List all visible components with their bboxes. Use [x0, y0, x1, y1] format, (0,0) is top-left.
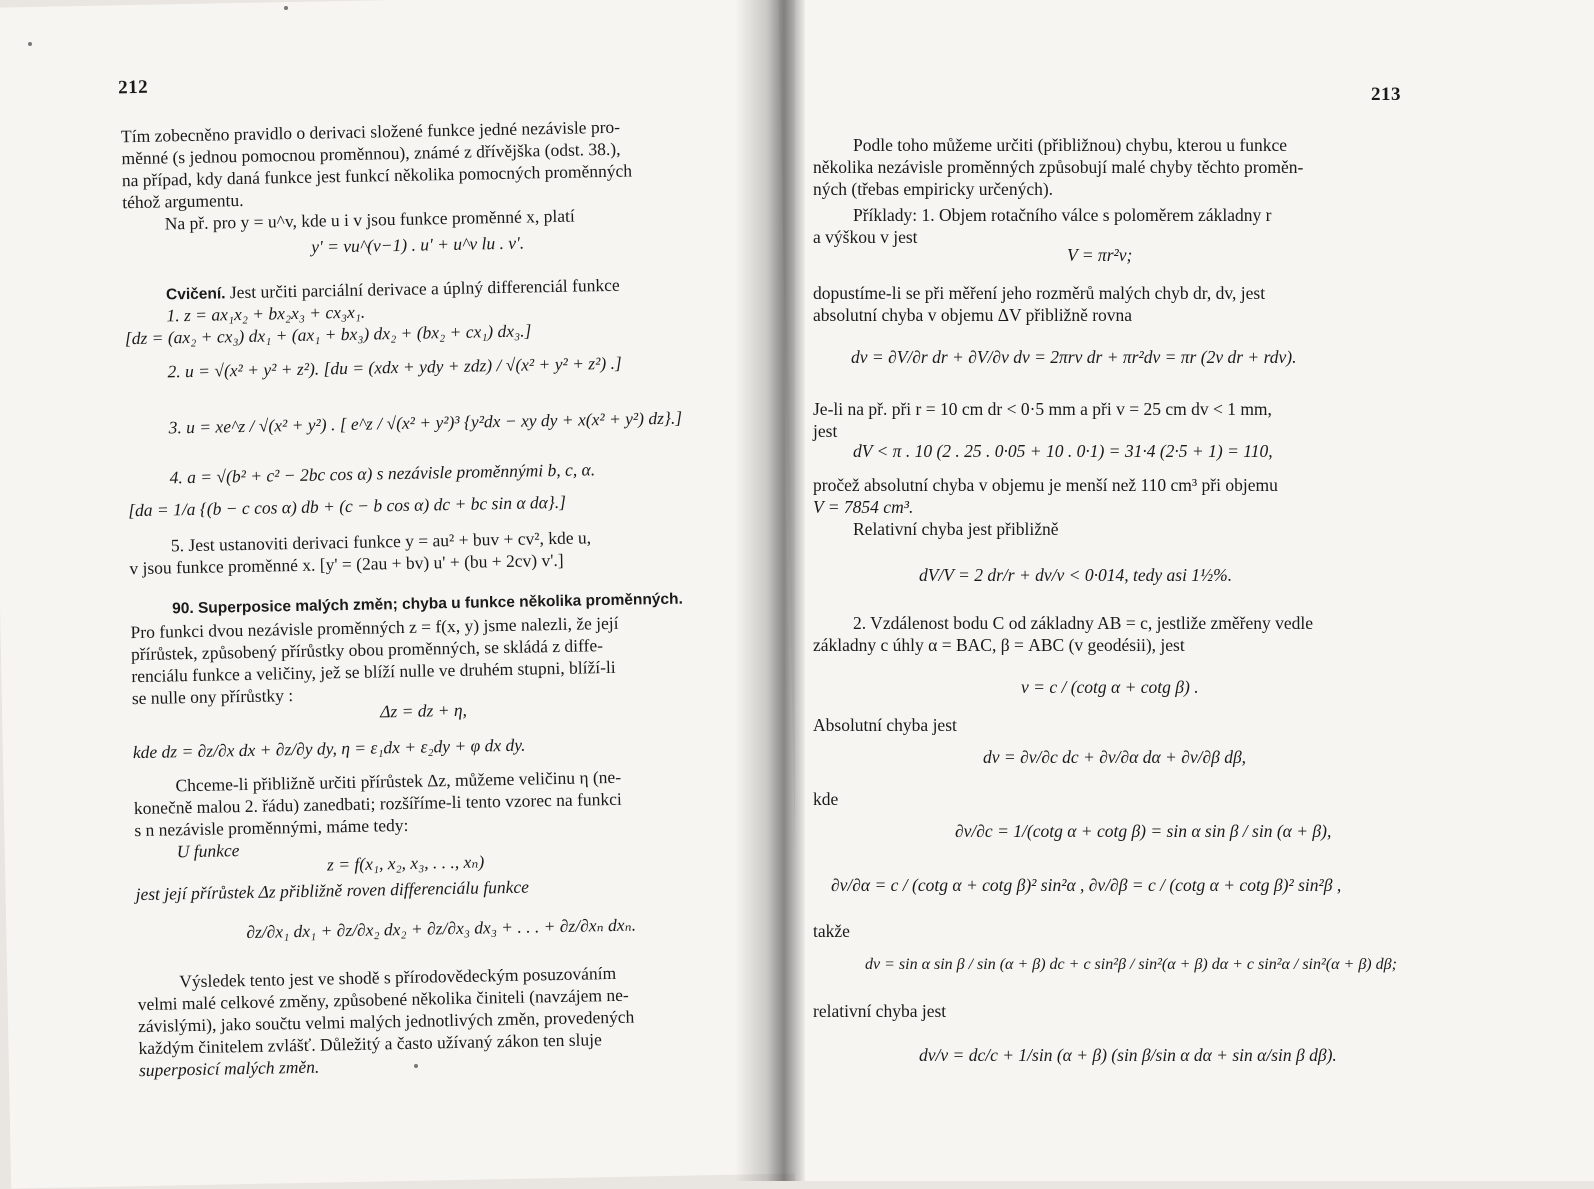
formula: dv = sin α sin β / sin (α + β) dc + c sin²β / sin²(α + β) dα + c sin²α / sin²(α + β) dβ;	[865, 956, 1397, 973]
formula: Δz = dz + η,	[379, 699, 468, 722]
text-line: absolutní chyba v objemu ΔV přibližně rovna	[813, 305, 1133, 325]
text-line: Příklady: 1. Objem rotačního válce s poloměrem základny r	[853, 205, 1272, 225]
exercise: 1. z = ax₁x₂ + bx₂x₃ + cx₃x₁.	[166, 301, 366, 326]
formula: dV < π . 10 (2 . 25 . 0·05 + 10 . 0·1) = 31·4 (2·5 + 1) = 110,	[853, 441, 1273, 461]
text-line: téhož argumentu.	[122, 189, 244, 213]
text-line: kde	[813, 789, 839, 809]
scan-speck	[414, 1064, 418, 1068]
exercise: 4. a = √(b² + c² − 2bc cos α) s nezávisle proměnnými b, c, α.	[169, 459, 596, 488]
formula: v = c / (cotg α + cotg β) .	[1021, 677, 1199, 697]
page-number-left: 212	[117, 76, 149, 99]
text-line: Absolutní chyba jest	[813, 715, 957, 735]
text-line: V = 7854 cm³.	[813, 497, 914, 517]
text-line: ných (třebas empiricky určených).	[813, 179, 1054, 199]
section-heading: 90. Superposice malých změn; chyba u funkce několika proměnných.	[171, 590, 684, 618]
exercise: 2. u = √(x² + y² + z²). [du = (xdx + ydy + zdz) / √(x² + y² + z²) .]	[167, 352, 622, 382]
page-number-right: 213	[1371, 84, 1401, 105]
text-line: takže	[813, 921, 850, 941]
text-line: Tím zobecněno pravidlo o derivaci složené funkce jedné nezávisle pro-	[120, 116, 621, 147]
text-line: se nulle ony přírůstky :	[131, 685, 294, 709]
exercise: 3. u = xe^z / √(x² + y²) . [ e^z / √(x² + y²)³ {y²dx − xy dy + x(x² + y²) dz}.]	[168, 407, 683, 438]
text-line: závislými), jako součtu velmi malých jednotlivých změn, provedených	[137, 1006, 635, 1037]
text-line: velmi malé celkové změny, způsobené několika činiteli (navzájem ne-	[137, 984, 629, 1015]
book-gutter-shadow	[735, 0, 805, 1181]
text-line: konečně malou 2. řádu) zanedbati; rozšíříme-li tento vzorec na funkci	[133, 788, 622, 819]
text-line: Je-li na př. při r = 10 cm dr < 0·5 mm a při v = 25 cm dv < 1 mm,	[813, 399, 1272, 419]
text-line: relativní chyba jest	[813, 1001, 947, 1021]
exercise: 5. Jest ustanoviti derivaci funkce y = au² + buv + cv², kde u,	[170, 527, 592, 556]
exercises-line	[166, 274, 620, 307]
formula: ∂v/∂α = c / (cotg α + cotg β)² sin²α , ∂v/∂β = c / (cotg α + cotg β)² sin²β ,	[831, 875, 1342, 895]
formula: V = πr²v;	[1067, 245, 1133, 265]
text-line: Relativní chyba jest přibližně	[853, 519, 1059, 539]
text-line: Výsledek tento jest ve shodě s přírodovědeckým posuzováním	[179, 962, 617, 992]
exercises-heading: Cvičení.	[165, 285, 226, 304]
exercise: v jsou funkce proměnné x. [y' = (2au + bv) u' + (bu + 2cv) v'.]	[129, 549, 564, 579]
text-line: několika nezávisle proměnných způsobují malé chyby těchto proměn-	[813, 157, 1304, 177]
text-line: 2. Vzdálenost bodu C od základny AB = c, jestliže změřeny vedle	[853, 613, 1314, 633]
text-line: Podle toho můžeme určiti (přibližnou) chybu, kterou u funkce	[853, 135, 1287, 155]
scan-speck	[284, 6, 288, 10]
text-line: na případ, kdy daná funkce jest funkcí několika pomocných proměnných	[121, 160, 633, 191]
right-page	[795, 0, 1594, 1181]
formula: dv = ∂v/∂c dc + ∂v/∂α dα + ∂v/∂β dβ,	[983, 747, 1247, 767]
text-line: U funkce	[176, 840, 240, 862]
formula: ∂z/∂x₁ dx₁ + ∂z/∂x₂ dx₂ + ∂z/∂x₃ dx₃ + . . . + ∂z/∂xₙ dxₙ.	[246, 914, 637, 943]
text-line: s n nezávisle proměnnými, máme tedy:	[134, 814, 409, 841]
text-line: Pro funkci dvou nezávisle proměnných z = f(x, y) jsme nalezli, že její	[130, 612, 619, 643]
exercise: [da = 1/a {(b − c cos α) db + (c − b cos α) dc + bc sin α dα}.]	[128, 491, 567, 521]
formula: dv = ∂V/∂r dr + ∂V/∂v dv = 2πrv dr + πr²dv = πr (2v dr + rdv).	[851, 347, 1297, 367]
formula: y' = vu^(v−1) . u' + u^v lu . v'.	[311, 232, 525, 257]
formula: dV/V = 2 dr/r + dv/v < 0·014, tedy asi 1½%.	[919, 565, 1233, 585]
exercises-intro: Jest určiti parciální derivace a úplný differenciál funkce	[229, 274, 620, 303]
text-line: renciálu funkce a veličiny, jež se blíží nulle ve druhém stupni, blíží-li	[131, 656, 616, 687]
text-line: a výškou v jest	[813, 227, 918, 247]
exercise: [dz = (ax₂ + cx₃) dx₁ + (ax₁ + bx₃) dx₂ + (bx₂ + cx₁) dx₃.]	[124, 320, 532, 349]
text-line: jest	[813, 421, 838, 441]
text-line: pročež absolutní chyba v objemu je menší než 110 cm³ při objemu	[813, 475, 1278, 495]
text-line: superposicí malých změn.	[138, 1056, 320, 1081]
text-line: jest její přírůstek Δz přibližně roven differenciálu funkce	[135, 876, 530, 905]
text-line: přírůstek, způsobený přírůstky obou proměnných, se skládá z diffe-	[130, 635, 604, 665]
text-line: každým činitelem zvlášť. Důležitý a často užívaný zákon ten sluje	[138, 1029, 602, 1059]
formula: ∂v/∂c = 1/(cotg α + cotg β) = sin α sin β / sin (α + β),	[955, 821, 1332, 841]
text-line: základny c úhly α = BAC, β = ABC (v geodésii), jest	[813, 635, 1185, 655]
formula: z = f(x₁, x₂, x₃, . . ., xₙ)	[326, 851, 485, 875]
scan-speck	[28, 42, 32, 46]
text-line: Chceme-li přibližně určiti přírůstek Δz, můžeme veličinu η (ne-	[175, 766, 622, 796]
formula: dv/v = dc/c + 1/sin (α + β) (sin β/sin α dα + sin α/sin β dβ).	[919, 1045, 1337, 1065]
text-line: měnné (s jednou pomocnou proměnnou), známé z dřívějška (odst. 38.),	[121, 138, 621, 169]
text-line: dopustíme-li se při měření jeho rozměrů malých chyb dr, dv, jest	[813, 283, 1266, 303]
formula: kde dz = ∂z/∂x dx + ∂z/∂y dy, η = ε₁dx + ε₂dy + φ dx dy.	[132, 734, 526, 763]
text-line: Na př. pro y = u^v, kde u i v jsou funkce proměnné x, platí	[164, 205, 575, 234]
